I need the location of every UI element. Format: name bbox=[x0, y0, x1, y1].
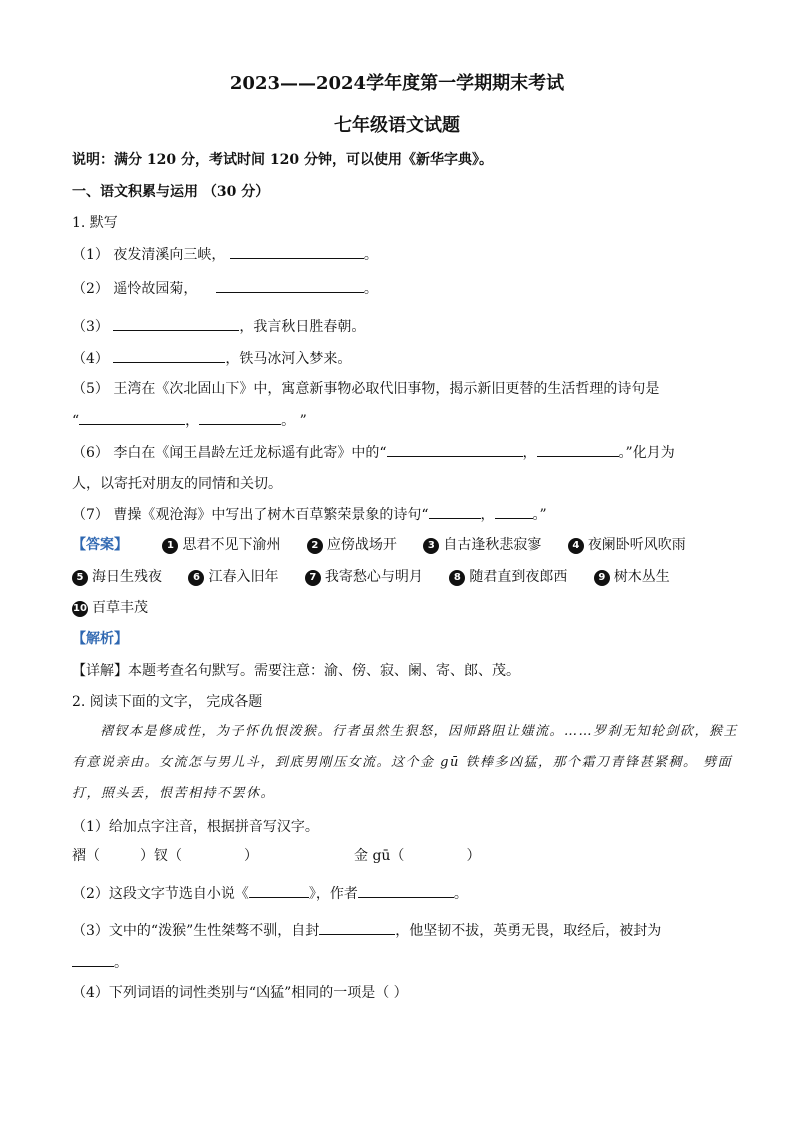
sub-text: （3）文中的“泼猴”生性桀骜不驯，自封 bbox=[72, 923, 320, 939]
circled-number: 10 bbox=[72, 601, 88, 617]
answer-blank[interactable] bbox=[429, 504, 481, 519]
circled-number: 9 bbox=[594, 570, 610, 586]
answer-text: 树木丛生 bbox=[613, 569, 670, 585]
item-text: 。 bbox=[363, 247, 378, 263]
circled-number: 3 bbox=[423, 538, 439, 554]
answer-text: 夜阑卧听风吹雨 bbox=[587, 537, 686, 553]
q2-sub-1: （1）给加点字注音，根据拼音写汉字。 bbox=[72, 819, 319, 835]
q2-sub-3-cont bbox=[72, 952, 728, 973]
item-text: 李白在《闻王昌龄左迁龙标遥有此寄》中的“ bbox=[113, 445, 387, 461]
answer-text: 江春入旧年 bbox=[208, 569, 279, 585]
answer-text: 应傍战场开 bbox=[326, 537, 397, 553]
sub-text: 》，作者 bbox=[308, 886, 358, 902]
item-number: （7） bbox=[72, 507, 109, 523]
comma: ， bbox=[522, 445, 537, 461]
answer-label: 【答案】 bbox=[72, 537, 128, 553]
question-1-title: 1. 默写 bbox=[72, 215, 118, 231]
comma: ， bbox=[480, 507, 495, 523]
answer-blank[interactable] bbox=[387, 442, 523, 457]
answer-line-2 bbox=[72, 567, 728, 587]
item-number: （3） bbox=[72, 319, 109, 335]
question-2-title: 2. 阅读下面的文字， 完成各题 bbox=[72, 694, 263, 710]
item-text: 。” bbox=[532, 507, 547, 523]
q1-item-2 bbox=[72, 278, 728, 299]
quote-close: 。 ” bbox=[281, 413, 307, 429]
q1-item-7 bbox=[72, 504, 728, 525]
circled-number: 6 bbox=[188, 570, 204, 586]
item-number: （6） bbox=[72, 445, 109, 461]
analysis-label: 【解析】 bbox=[72, 631, 128, 647]
comma: ， bbox=[185, 413, 200, 429]
answer-blank[interactable] bbox=[249, 883, 309, 898]
quote-open: “ bbox=[72, 413, 80, 429]
item-text: 夜发清溪向三峡， bbox=[113, 247, 226, 263]
answer-blank[interactable] bbox=[72, 952, 114, 967]
q1-item-4 bbox=[72, 348, 728, 369]
answer-text: 百草丰茂 bbox=[92, 600, 148, 616]
circled-number: 4 bbox=[568, 538, 584, 554]
answer-blank[interactable] bbox=[358, 883, 454, 898]
bracket-close: ） bbox=[466, 848, 481, 864]
answer-blank[interactable] bbox=[537, 442, 619, 457]
sub-text: 。 bbox=[114, 955, 128, 971]
item-text: 王湾在《次北固山下》中，寓意新事物必取代旧事物，揭示新旧更替的生活哲理的诗句是 bbox=[113, 381, 660, 397]
answer-text: 随君直到夜郎西 bbox=[469, 569, 568, 585]
item-number: （4） bbox=[72, 351, 109, 367]
answer-blank[interactable] bbox=[230, 244, 364, 259]
passage-line-1: 褶钗本是修成性，为子怀仇恨泼猴。行者虽然生狠怒，因师路阻让媸流。……罗刹无知轮剑砍，猴王 bbox=[100, 724, 739, 739]
answer-text: 自古逢秋悲寂寥 bbox=[443, 537, 542, 553]
circled-number: 2 bbox=[307, 538, 323, 554]
circled-number: 8 bbox=[449, 570, 465, 586]
answer-text: 我寄愁心与明月 bbox=[324, 569, 423, 585]
q1-item-6-cont: 人，以寄托对朋友的同情和关切。 bbox=[72, 476, 282, 492]
item-text: ，铁马冰河入梦来。 bbox=[225, 351, 352, 367]
exam-title: 2023——2024学年度第一学期期末考试 bbox=[229, 73, 565, 94]
pinyin-prompt: 褶（ bbox=[72, 848, 100, 864]
q2-sub-2 bbox=[72, 883, 728, 904]
q1-item-6 bbox=[72, 442, 728, 463]
section-title: 一、语文积累与运用 （30 分） bbox=[72, 184, 270, 200]
pinyin-prompt: ）钗（ bbox=[140, 848, 182, 864]
q1-item-5-cont bbox=[72, 410, 728, 431]
q2-sub-1-answers bbox=[72, 846, 728, 866]
q2-sub-3 bbox=[72, 920, 728, 941]
q1-item-3 bbox=[72, 316, 728, 337]
circled-number: 7 bbox=[305, 570, 321, 586]
sub-text: 。 bbox=[453, 886, 468, 902]
item-text: 。”化月为 bbox=[618, 445, 675, 461]
q2-sub-4: （4）下列词语的词性类别与“凶猛”相同的一项是（ ） bbox=[72, 985, 408, 1001]
passage-line-3: 打，照头丢，恨苦相持不罢休。 bbox=[72, 786, 276, 801]
exam-subtitle: 七年级语文试题 bbox=[334, 115, 460, 136]
detail-text: 【详解】本题考查名句默写。需要注意：渝、傍、寂、阑、寄、郎、茂。 bbox=[72, 663, 520, 679]
item-number: （2） bbox=[72, 281, 109, 297]
item-text: 遥怜故园菊， bbox=[113, 281, 198, 297]
q1-item-5 bbox=[72, 379, 728, 399]
answer-blank[interactable] bbox=[113, 348, 225, 363]
circled-number: 1 bbox=[162, 538, 178, 554]
circled-number: 5 bbox=[72, 570, 88, 586]
answer-blank[interactable] bbox=[319, 920, 395, 935]
sub-text: （2）这段文字节选自小说《 bbox=[72, 886, 249, 902]
answer-blank[interactable] bbox=[216, 278, 364, 293]
sub-text: ，他坚韧不拔，英勇无畏，取经后，被封为 bbox=[395, 923, 662, 939]
answer-blank[interactable] bbox=[79, 410, 185, 425]
item-number: （1） bbox=[72, 247, 109, 263]
exam-note: 说明：满分 120 分，考试时间 120 分钟，可以使用《新华字典》。 bbox=[72, 152, 493, 168]
answer-blank[interactable] bbox=[113, 316, 239, 331]
item-text: ，我言秋日胜春朝。 bbox=[239, 319, 366, 335]
passage-line-2: 有意说亲由。女流怎与男儿斗，到底男刚压女流。这个金 gū 铁棒多凶猛，那个霜刀青锋甚紧稠。 劈面 bbox=[72, 755, 733, 770]
answer-blank[interactable] bbox=[199, 410, 281, 425]
answer-text: 思君不见下渝州 bbox=[182, 537, 281, 553]
item-text: 曹操《观沧海》中写出了树木百草繁荣景象的诗句“ bbox=[113, 507, 429, 523]
hanzi-prompt: 金 gū（ bbox=[354, 848, 405, 864]
answer-line-1 bbox=[72, 535, 728, 555]
answer-text: 海日生残夜 bbox=[92, 569, 162, 585]
q1-item-1 bbox=[72, 244, 728, 265]
answer-blank[interactable] bbox=[495, 504, 533, 519]
bracket-close: ） bbox=[244, 848, 258, 864]
item-text: 。 bbox=[363, 281, 378, 297]
answer-line-3 bbox=[72, 598, 728, 618]
item-number: （5） bbox=[72, 381, 109, 397]
